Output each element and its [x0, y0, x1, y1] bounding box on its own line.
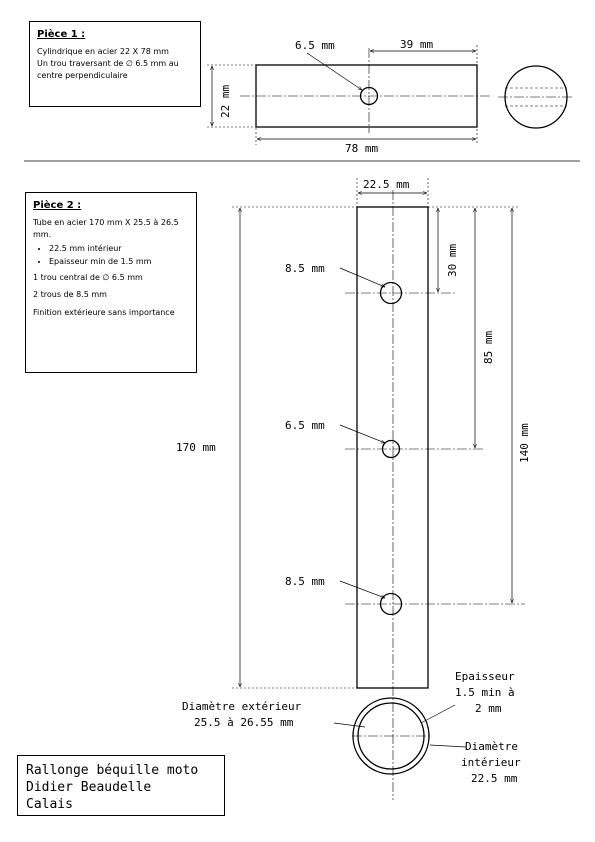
title-block [17, 755, 225, 816]
piece2-finish: Finition extérieure sans importance [33, 307, 175, 317]
piece1-offset-label: 39 mm [400, 38, 434, 51]
list-item: • Epaisseur min de 1.5 mm [49, 256, 189, 268]
piece1-line: centre perpendiculaire [37, 71, 128, 81]
piece2-bullets [33, 243, 189, 268]
piece2-title: Pièce 2 : [33, 200, 82, 211]
title-line-2: Didier Beaudelle [26, 780, 152, 795]
int-diameter-label-3: 22.5 mm [471, 772, 518, 785]
title-line-3: Calais [26, 797, 73, 812]
thickness-label-1: Epaisseur [455, 670, 515, 683]
int-diameter-label-2: intérieur [461, 756, 521, 769]
piece1-line: Cylindrique en acier 22 X 78 mm [37, 46, 169, 56]
piece2-intro: Tube en acier 170 mm X 25.5 à 26.5 mm. [33, 217, 179, 239]
piece1-title: Pièce 1 : [37, 29, 86, 40]
piece2-hole-top-label: 8.5 mm [285, 262, 325, 275]
piece2-140-label: 140 mm [518, 423, 531, 463]
piece2-hole-bot-label: 8.5 mm [285, 575, 325, 588]
piece1-hole-label: 6.5 mm [295, 39, 335, 52]
list-item: • 22.5 mm intérieur [49, 243, 189, 255]
piece1-hole-leader [307, 53, 362, 90]
ext-diameter-label-1: Diamètre extérieur [182, 700, 302, 713]
piece1-line: Un trou traversant de ∅ 6.5 mm au [37, 58, 179, 68]
piece2-spec-box [25, 192, 197, 373]
piece1-height-label: 22 mm [219, 84, 232, 118]
thickness-label-2: 1.5 min à [455, 686, 515, 699]
piece2-30-label: 30 mm [446, 243, 459, 277]
ext-diameter-label-2: 25.5 à 26.55 mm [194, 716, 294, 729]
piece2-width-label: 22.5 mm [363, 178, 410, 191]
piece2-length-label: 170 mm [176, 441, 216, 454]
piece2-holes-center: 1 trou central de ∅ 6.5 mm [33, 273, 143, 283]
piece2-holes-side: 2 trous de 8.5 mm [33, 290, 107, 300]
piece2-tube-side [357, 207, 428, 688]
piece1-spec-box [29, 21, 201, 107]
piece1-drawing [207, 45, 574, 145]
piece2-85-label: 85 mm [482, 330, 495, 364]
piece1-length-label: 78 mm [345, 142, 379, 155]
title-line-1: Rallonge béquille moto [26, 763, 199, 778]
piece2-hole-mid-label: 6.5 mm [285, 419, 325, 432]
int-diameter-label-1: Diamètre [465, 740, 518, 753]
thickness-label-3: 2 mm [475, 702, 502, 715]
